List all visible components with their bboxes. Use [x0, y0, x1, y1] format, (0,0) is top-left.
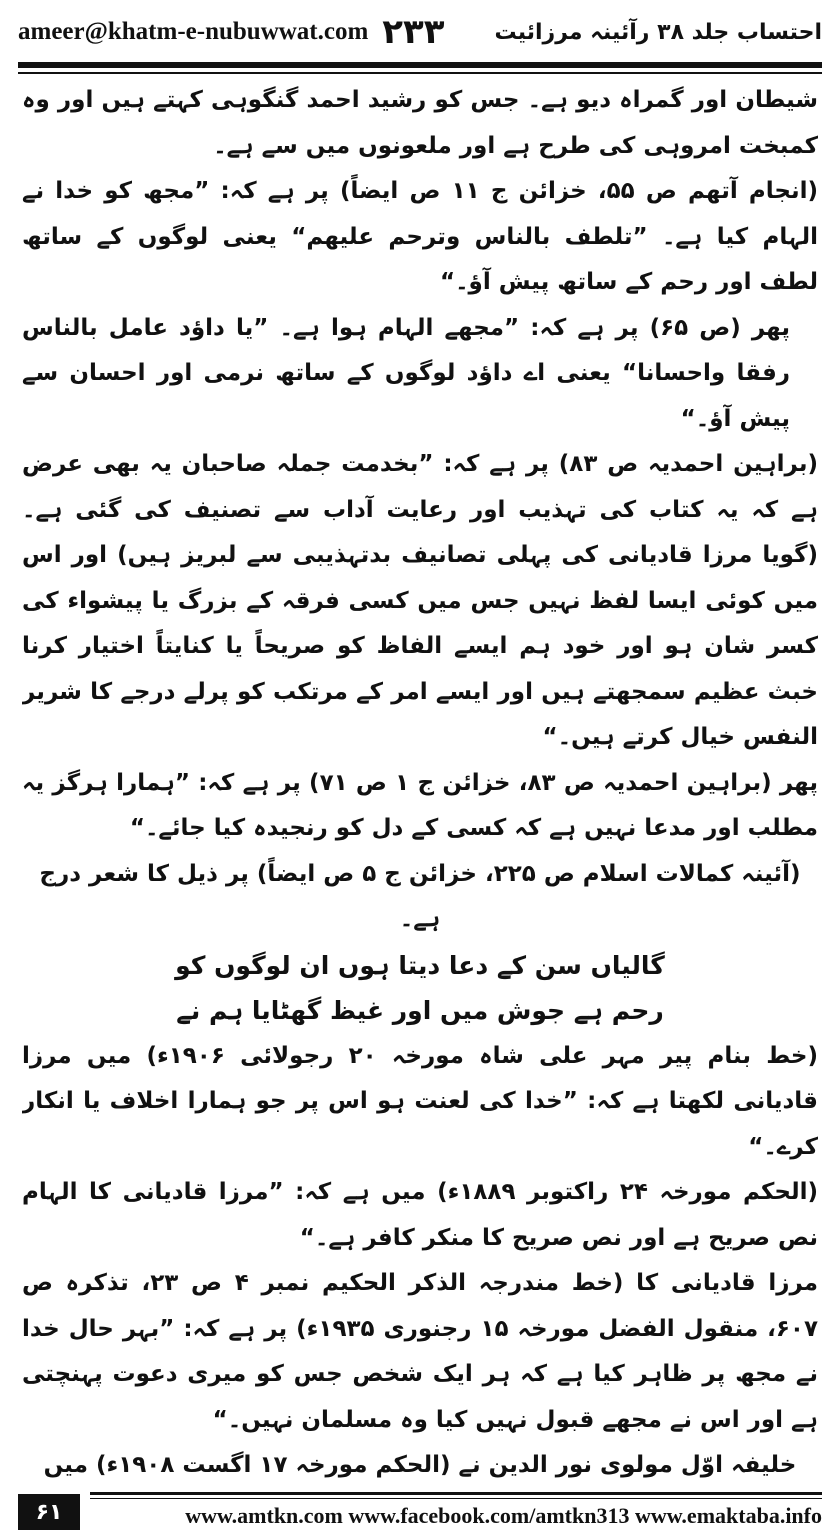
page-footer	[18, 1492, 822, 1532]
footer-rule-thin	[90, 1498, 822, 1499]
paragraph: شیطان اور گمراہ دیو ہے۔ جس کو رشید احمد گنگوہی کہتے ہیں اور وہ کمبخت امروہی کی طرح ہے اور ملعونوں میں سے ہے۔	[22, 87, 818, 159]
header-left	[18, 12, 445, 52]
paragraph: مرزا قادیانی کا (خط مندرجہ الذکر الحکیم نمبر ۴ ص ۲۳، تذکرہ ص ۶۰۷، منقول الفضل مورخہ ۱۵ رجنوری ۱۹۳۵ء) پر ہے کہ: ”بہر حال خدا نے مجھ پر ظاہر کیا ہے کہ ہر ایک شخص جس کو میری دعوت پہنچتی ہے اور اس نے مجھے قبول نہیں کیا وہ مسلمان نہیں۔“	[22, 1270, 818, 1433]
paragraph: (الحکم مورخہ ۲۴ راکتوبر ۱۸۸۹ء) میں ہے کہ: ”مرزا قادیانی کا الہام نص صریح ہے اور نص صریح کا منکر کافر ہے۔“	[22, 1179, 818, 1251]
footer-rule-thick	[90, 1492, 822, 1495]
header-rule-thick	[18, 62, 822, 68]
verse-line: گالیاں سن کے دعا دیتا ہوں ان لوگوں کو	[175, 950, 665, 980]
paragraph: (خط بنام پیر مہر علی شاہ مورخہ ۲۰ رجولائی ۱۹۰۶ء) میں مرزا قادیانی لکھتا ہے کہ: ”خدا کی لعنت ہو اس پر جو ہمارا اخلاف یا انکار کرے۔“	[22, 1042, 818, 1160]
paragraph: (انجام آتھم ص ۵۵، خزائن ج ۱۱ ص ایضاً) پر ہے کہ: ”مجھ کو خدا نے الہام کیا ہے۔ ”تلطف بالناس وترحم علیھم“ یعنی لوگوں کے ساتھ لطف اور رحم کے ساتھ پیش آؤ۔“	[22, 178, 818, 295]
paragraph: پھر (ص ۶۵) پر ہے کہ: ”مجھے الہام ہوا ہے۔ ”یا داؤد عامل بالناس رفقا واحسانا“ یعنی اے داؤد لوگوں کے ساتھ نرمی اور احسان سے پیش آؤ۔“	[22, 314, 791, 432]
header-book-title: احتساب جلد ۳۸ رآئینہ مرزائیت	[494, 19, 822, 45]
page-body	[22, 78, 818, 1480]
header-page-number: ۲۳۳	[382, 12, 445, 52]
footer-links-area	[90, 1492, 822, 1532]
footer-page-number: ۶۱	[18, 1494, 80, 1530]
paragraph: پھر (براہین احمدیہ ص ۸۳، خزائن ج ۱ ص ۷۱) پر ہے کہ: ”ہمارا ہرگز یہ مطلب اور مدعا نہیں ہے کہ کسی کے دل کو رنجیدہ کیا جائے۔“	[22, 769, 818, 841]
paragraph: (براہین احمدیہ ص ۸۳) پر ہے کہ: ”بخدمت جملہ صاحبان یہ بھی عرض ہے کہ یہ کتاب کی تہذیب اور رعایت آداب سے تصنیف کی گئی ہے۔ (گویا مرزا قادیانی کی پہلی تصانیف بدتہذیبی سے لبریز ہیں) اور اس میں کوئی ایسا لفظ نہیں جس میں کسی فرقہ کے بزرگ یا پیشواء کی کسر شان ہو اور خود ہم ایسے الفاظ کو صریحاً یا کنایتاً اختیار کرنا خبث عظیم سمجھتے ہیں اور ایسے امر کے مرتکب کو پرلے درجے کا شریر النفس خیال کرتے ہیں۔“	[22, 451, 818, 750]
centered-intro: خلیفہ اوّل مولوی نور الدین نے (الحکم مورخہ ۱۷ اگست ۱۹۰۸ء) میں	[43, 1452, 797, 1478]
centered-intro: (آئینہ کمالات اسلام ص ۲۲۵، خزائن ج ۵ ص ایضاً) پر ذیل کا شعر درج ہے۔	[39, 860, 801, 932]
header-email: ameer@khatm-e-nubuwwat.com	[18, 18, 369, 45]
verse-line: رحم ہے جوش میں اور غیظ گھٹایا ہم نے	[176, 996, 664, 1025]
page-header	[18, 6, 822, 58]
header-rule-thin	[18, 72, 822, 74]
footer-links: www.amtkn.com www.facebook.com/amtkn313 www.emaktaba.info	[185, 1503, 822, 1528]
